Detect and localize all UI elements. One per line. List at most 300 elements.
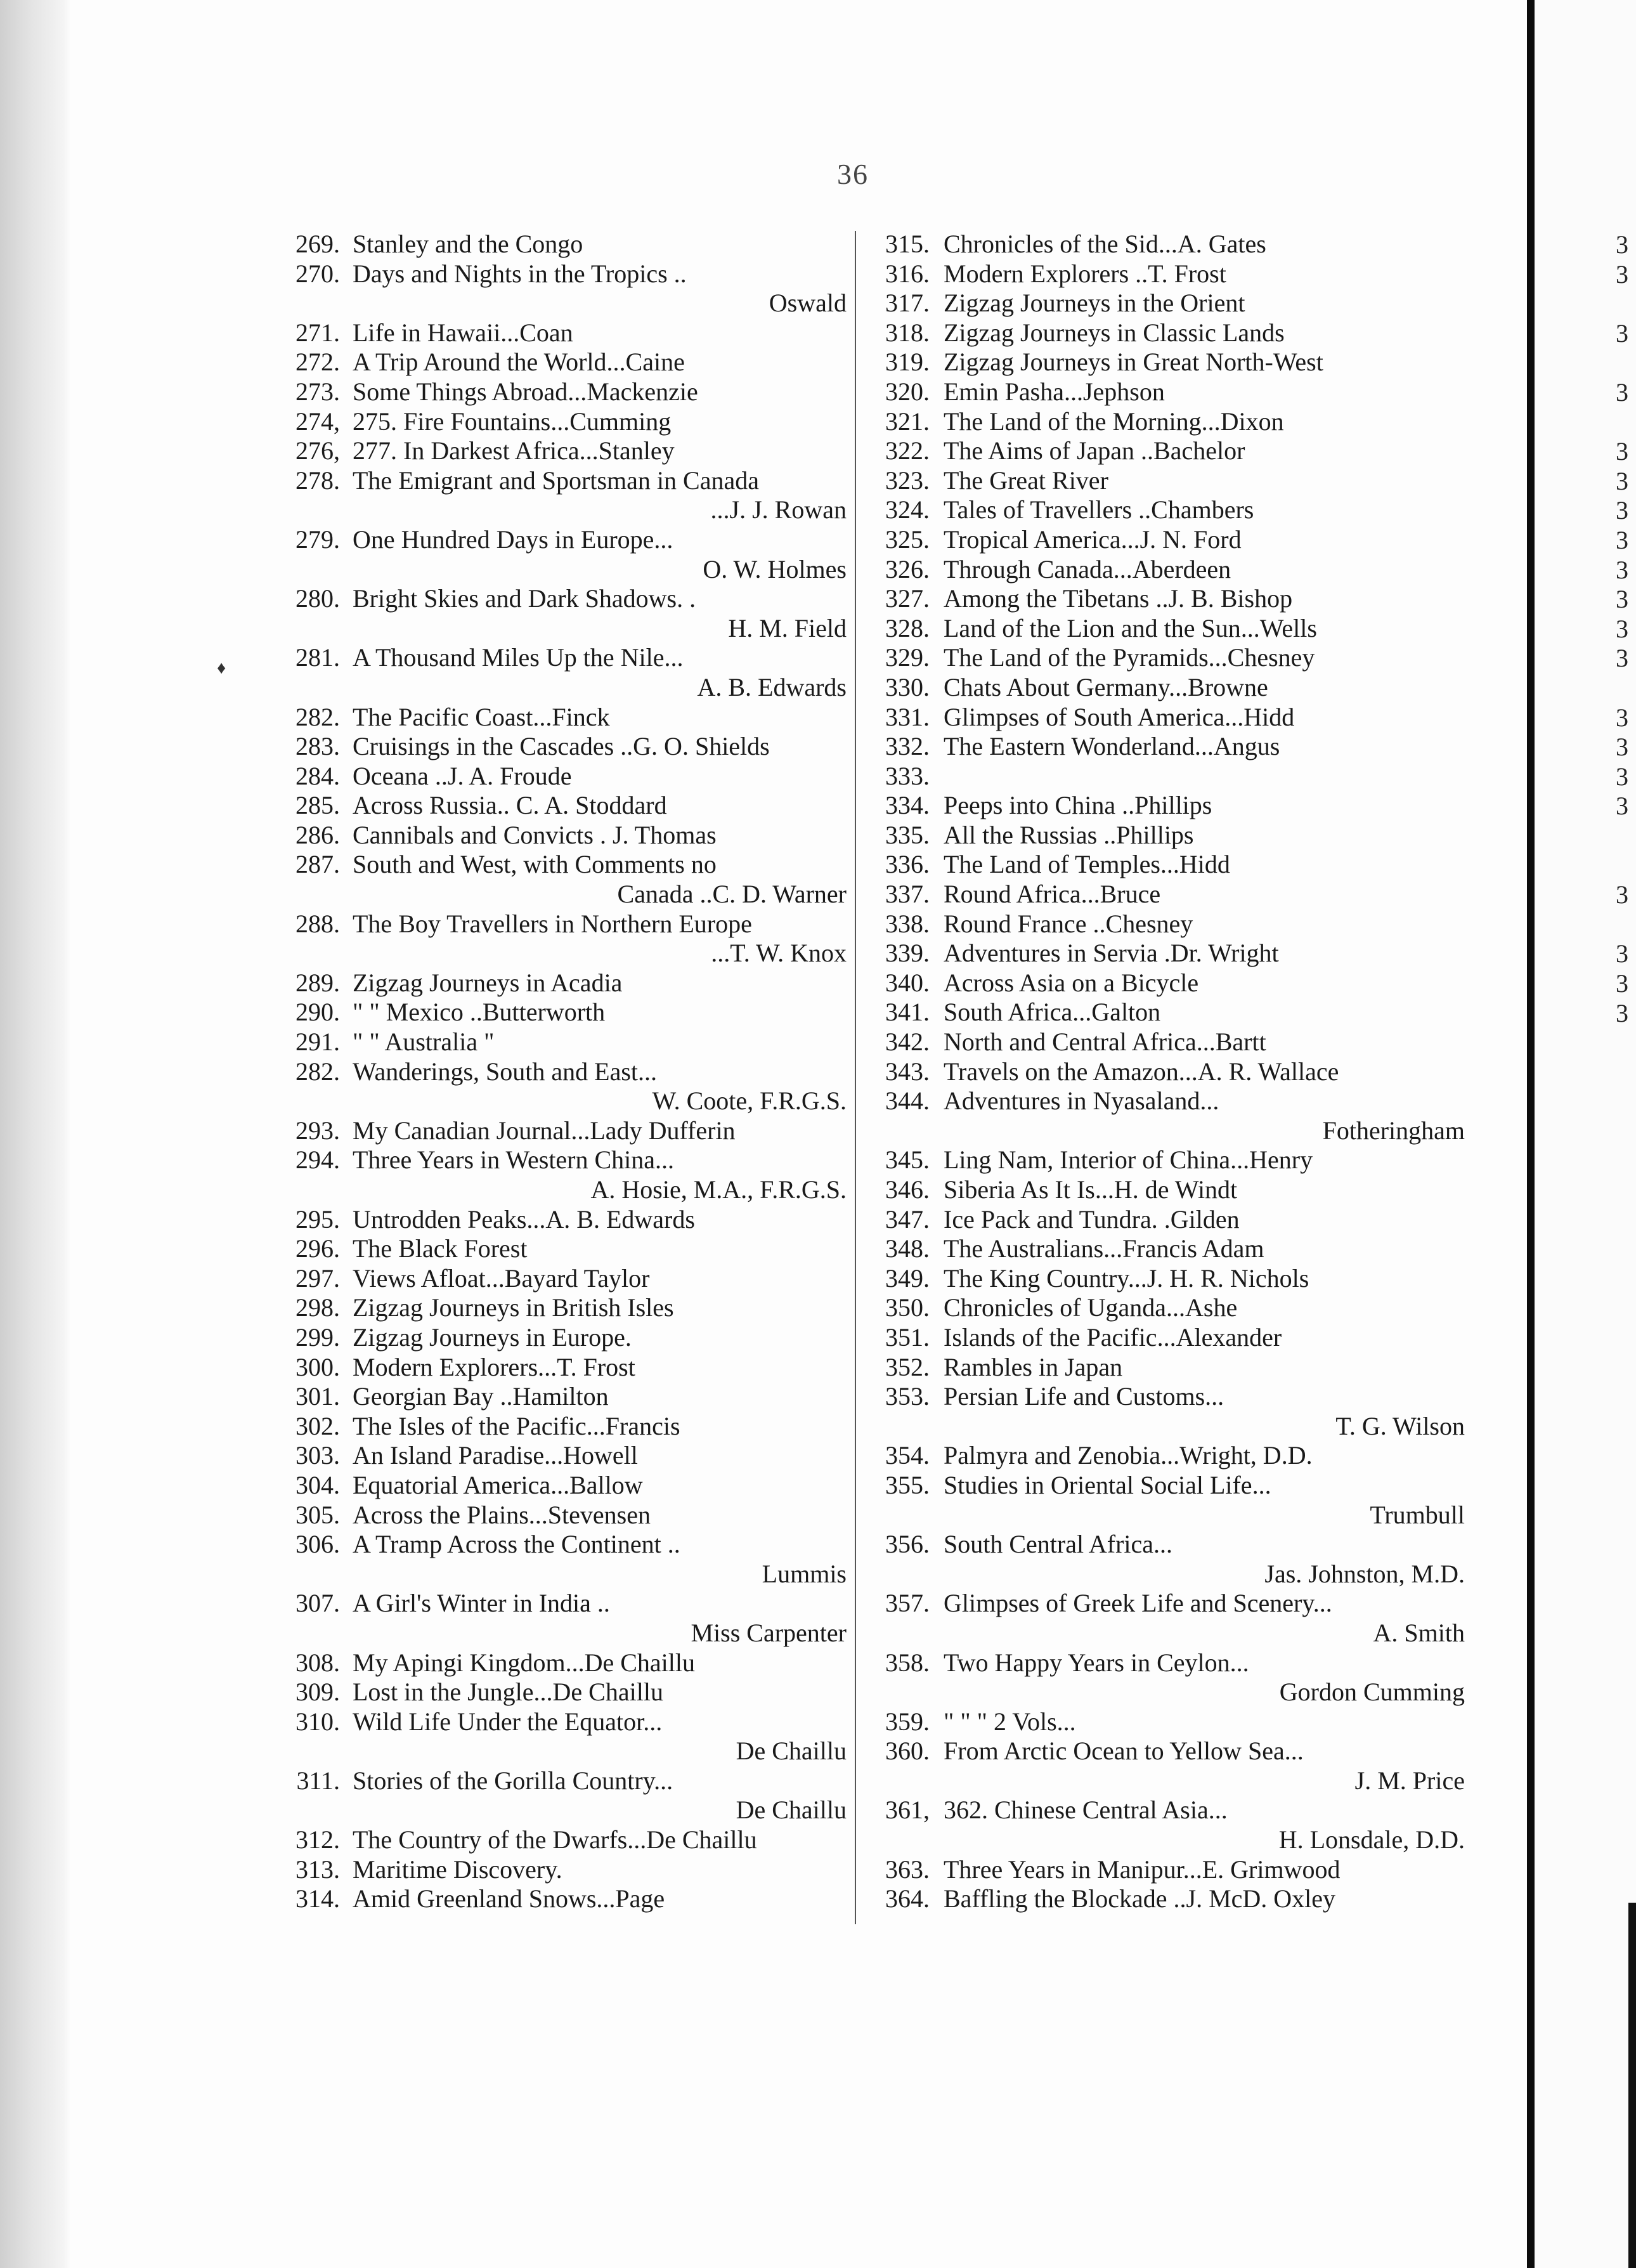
- entry-title: Maritime Discovery.: [353, 1854, 562, 1884]
- entry-author-line: De Chaillu: [736, 1737, 847, 1766]
- adjacent-page-digit: 3: [1616, 969, 1628, 998]
- entry-author-line: W. Coote, F.R.G.S.: [652, 1086, 847, 1116]
- entry-title: Travels on the Amazon...A. R. Wallace: [944, 1057, 1339, 1086]
- catalog-entry: [273, 1412, 853, 1442]
- catalog-entry: [273, 407, 853, 437]
- entry-title: Life in Hawaii...Coan: [353, 318, 573, 347]
- next-page-edge: [1628, 1903, 1636, 2268]
- catalog-entry: [273, 348, 853, 377]
- entry-number: 352.: [885, 1352, 930, 1381]
- entry-title: One Hundred Days in Europe...: [353, 525, 673, 554]
- entry-title: From Arctic Ocean to Yellow Sea...: [944, 1737, 1304, 1766]
- catalog-entry: [861, 1382, 1495, 1412]
- entry-number: 332.: [885, 732, 930, 761]
- entry-number: 326.: [885, 554, 930, 583]
- entry-title: 362. Chinese Central Asia...: [944, 1796, 1228, 1825]
- entry-number: 341.: [885, 998, 930, 1027]
- entry-title: The Boy Travellers in Northern Europe: [353, 909, 752, 938]
- entry-author-line: Jas. Johnston, M.D.: [1264, 1559, 1465, 1588]
- right-column-list: [861, 230, 1495, 1914]
- entry-title: Wanderings, South and East...: [353, 1057, 658, 1086]
- catalog-entry: [861, 1855, 1495, 1885]
- catalog-entry: [273, 850, 853, 880]
- entry-number: 329.: [885, 643, 930, 672]
- entry-title: Adventures in Nyasaland...: [944, 1086, 1219, 1116]
- catalog-entry: [273, 230, 853, 259]
- adjacent-page-digit: 3: [1616, 318, 1628, 348]
- entry-title: The Australians...Francis Adam: [944, 1234, 1264, 1263]
- entry-number: 358.: [885, 1648, 930, 1677]
- entry-number: 276,: [295, 436, 340, 466]
- catalog-entry: [861, 436, 1495, 466]
- adjacent-page-digit: 3: [1616, 762, 1628, 791]
- adjacent-page-digit: 3: [1616, 466, 1628, 495]
- entry-number: 322.: [885, 436, 930, 466]
- entry-number: 271.: [295, 318, 340, 347]
- entry-title: Glimpses of South America...Hidd: [944, 702, 1295, 731]
- entry-number: 310.: [295, 1707, 340, 1736]
- entry-title: Through Canada...Aberdeen: [944, 554, 1231, 583]
- catalog-entry: [861, 1027, 1495, 1057]
- entry-number: 364.: [885, 1884, 930, 1913]
- entry-number: 294.: [295, 1145, 340, 1175]
- entry-number: 357.: [885, 1589, 930, 1618]
- catalog-entry: [273, 909, 853, 939]
- entry-number: 300.: [295, 1352, 340, 1381]
- catalog-entry: [273, 259, 853, 289]
- catalog-entry: [861, 1530, 1495, 1560]
- catalog-entry: [861, 1353, 1495, 1383]
- catalog-entry: [273, 1027, 853, 1057]
- entry-number: 339.: [885, 939, 930, 968]
- entry-number: 331.: [885, 702, 930, 731]
- entry-title: Equatorial America...Ballow: [353, 1470, 643, 1499]
- catalog-entry: [273, 821, 853, 850]
- catalog-entry: [861, 1441, 1495, 1471]
- catalog-entry: [273, 1855, 853, 1885]
- entry-author-line: Canada ..C. D. Warner: [617, 880, 847, 909]
- entry-number: 297.: [295, 1263, 340, 1293]
- entry-title: My Apingi Kingdom...De Chaillu: [353, 1648, 695, 1677]
- entry-title: Stories of the Gorilla Country...: [353, 1766, 673, 1795]
- entry-number: 280.: [295, 584, 340, 613]
- entry-number: 363.: [885, 1854, 930, 1884]
- catalog-entry: [861, 348, 1495, 377]
- catalog-entry: [861, 1884, 1495, 1914]
- catalog-entry: [861, 1323, 1495, 1353]
- catalog-entry: [861, 850, 1495, 880]
- entry-number: 309.: [295, 1678, 340, 1707]
- catalog-entry: [861, 318, 1495, 348]
- catalog-entry: [861, 259, 1495, 289]
- entry-author-line: Trumbull: [1370, 1500, 1465, 1529]
- entry-number: 319.: [885, 348, 930, 377]
- entry-author-line: Fotheringham: [1322, 1116, 1465, 1145]
- entry-author-line: Miss Carpenter: [691, 1618, 847, 1647]
- entry-title: Stanley and the Congo: [353, 230, 583, 258]
- entry-number: 325.: [885, 525, 930, 554]
- catalog-entry: [861, 1648, 1495, 1678]
- entry-title: Across Asia on a Bicycle: [944, 968, 1199, 997]
- entry-title: Rambles in Japan: [944, 1352, 1123, 1381]
- entry-number: 287.: [295, 850, 340, 879]
- entry-number: 293.: [295, 1116, 340, 1145]
- catalog-entry: [861, 614, 1495, 644]
- entry-number: 315.: [885, 230, 930, 258]
- left-column-list: [273, 230, 853, 1914]
- entry-number: 283.: [295, 732, 340, 761]
- entry-title: Baffling the Blockade ..J. McD. Oxley: [944, 1884, 1336, 1913]
- adjacent-page-digit: 3: [1616, 733, 1628, 762]
- catalog-entry: [273, 1884, 853, 1914]
- entry-title: 277. In Darkest Africa...Stanley: [353, 436, 675, 466]
- entry-number: 301.: [295, 1382, 340, 1411]
- entry-number: 295.: [295, 1204, 340, 1234]
- entry-title: Zigzag Journeys in Classic Lands: [944, 318, 1285, 347]
- entry-title: Modern Explorers ..T. Frost: [944, 259, 1226, 288]
- catalog-entry: [273, 762, 853, 792]
- catalog-entry: [861, 703, 1495, 733]
- entry-title: Zigzag Journeys in Acadia: [353, 968, 623, 997]
- catalog-entry: [273, 732, 853, 762]
- entry-title: Bright Skies and Dark Shadows. .: [353, 584, 696, 613]
- catalog-entry: [861, 1264, 1495, 1294]
- entry-title: My Canadian Journal...Lady Dufferin: [353, 1116, 736, 1145]
- adjacent-page-digit: 3: [1616, 614, 1628, 643]
- entry-title: Round France ..Chesney: [944, 909, 1193, 938]
- entry-number: 324.: [885, 495, 930, 525]
- catalog-entry: [861, 821, 1495, 850]
- entry-number: 307.: [295, 1589, 340, 1618]
- catalog-entry: [861, 732, 1495, 762]
- entry-number: 269.: [295, 230, 340, 258]
- entry-author-line: ...J. J. Rowan: [710, 495, 847, 525]
- entry-number: 290.: [295, 998, 340, 1027]
- entry-number: 308.: [295, 1648, 340, 1677]
- entry-number: 321.: [885, 407, 930, 436]
- entry-title: Three Years in Manipur...E. Grimwood: [944, 1854, 1341, 1884]
- entry-title: Some Things Abroad...Mackenzie: [353, 377, 698, 406]
- entry-title: Amid Greenland Snows...Page: [353, 1884, 665, 1913]
- catalog-entry: [861, 1145, 1495, 1175]
- catalog-entry: [861, 525, 1495, 555]
- catalog-entry: [273, 703, 853, 733]
- entry-number: 302.: [295, 1411, 340, 1440]
- entry-number: 337.: [885, 880, 930, 909]
- entry-number: 350.: [885, 1293, 930, 1322]
- entry-number: 328.: [885, 613, 930, 642]
- catalog-entry: [273, 1766, 853, 1796]
- adjacent-page-digit: 3: [1616, 555, 1628, 584]
- entry-title: The Isles of the Pacific...Francis: [353, 1411, 680, 1440]
- entry-title: Zigzag Journeys in Great North-West: [944, 348, 1323, 377]
- entry-number: 314.: [295, 1884, 340, 1913]
- entry-title: A Trip Around the World...Caine: [353, 348, 685, 377]
- entry-title: 275. Fire Fountains...Cumming: [353, 407, 672, 436]
- adjacent-page-digit: 3: [1616, 378, 1628, 407]
- entry-author-line: H. Lonsdale, D.D.: [1278, 1825, 1465, 1854]
- entry-author-line: ...T. W. Knox: [711, 939, 847, 968]
- catalog-entry: [861, 998, 1495, 1027]
- entry-number: 354.: [885, 1441, 930, 1470]
- margin-mark: ♦: [217, 658, 226, 678]
- entry-number: 311.: [296, 1766, 340, 1795]
- entry-title: The Land of the Pyramids...Chesney: [944, 643, 1315, 672]
- entry-number: 273.: [295, 377, 340, 406]
- entry-number: 313.: [295, 1854, 340, 1884]
- catalog-entry: [273, 1264, 853, 1294]
- catalog-entry: [273, 525, 853, 555]
- entry-title: Chats About Germany...Browne: [944, 672, 1268, 701]
- entry-number: 333.: [885, 761, 930, 790]
- entry-number: 320.: [885, 377, 930, 406]
- entry-number: 303.: [295, 1441, 340, 1470]
- entry-number: 282.: [295, 702, 340, 731]
- left-margin-shadow: [0, 0, 71, 2268]
- adjacent-page-digit: 3: [1616, 526, 1628, 554]
- catalog-entry: [273, 1707, 853, 1737]
- entry-number: 356.: [885, 1530, 930, 1559]
- entry-title: The Great River: [944, 466, 1108, 495]
- adjacent-page-digit: 3: [1616, 230, 1628, 259]
- entry-title: North and Central Africa...Bartt: [944, 1027, 1266, 1057]
- entry-number: 359.: [885, 1707, 930, 1736]
- entry-title: South Africa...Galton: [944, 998, 1161, 1027]
- catalog-entry: [861, 584, 1495, 614]
- entry-author-line: Oswald: [769, 289, 847, 318]
- catalog-entry: [273, 1589, 853, 1619]
- entry-number: 335.: [885, 820, 930, 849]
- catalog-entry: [861, 289, 1495, 318]
- adjacent-page-digit: 3: [1616, 703, 1628, 732]
- entry-author-line: Gordon Cumming: [1279, 1678, 1465, 1707]
- entry-number: 278.: [295, 466, 340, 495]
- entry-number: 336.: [885, 850, 930, 879]
- catalog-entry: [861, 880, 1495, 909]
- catalog-entry: [861, 1175, 1495, 1205]
- entry-number: 343.: [885, 1057, 930, 1086]
- entry-title: Two Happy Years in Ceylon...: [944, 1648, 1249, 1677]
- entry-number: 291.: [295, 1027, 340, 1057]
- catalog-entry: [273, 998, 853, 1027]
- entry-number: 344.: [885, 1086, 930, 1116]
- catalog-entry: [861, 1737, 1495, 1766]
- entry-title: South Central Africa...: [944, 1530, 1173, 1559]
- entry-number: 360.: [885, 1737, 930, 1766]
- entry-title: Across Russia.. C. A. Stoddard: [353, 791, 667, 820]
- entry-number: 353.: [885, 1382, 930, 1411]
- entry-title: " " " 2 Vols...: [944, 1707, 1076, 1736]
- entry-number: 299.: [295, 1322, 340, 1352]
- entry-title: The Pacific Coast...Finck: [353, 702, 610, 731]
- adjacent-page-digit: 3: [1616, 585, 1628, 614]
- entry-number: 296.: [295, 1234, 340, 1263]
- catalog-entry: [861, 643, 1495, 673]
- catalog-entry: [861, 1234, 1495, 1264]
- entry-title: South and West, with Comments no: [353, 850, 717, 879]
- entry-title: Views Afloat...Bayard Taylor: [353, 1263, 650, 1293]
- catalog-entry: [861, 407, 1495, 437]
- entry-title: Islands of the Pacific...Alexander: [944, 1322, 1282, 1352]
- catalog-entry: [861, 495, 1495, 525]
- catalog-entry: [861, 230, 1495, 259]
- adjacent-page-digit: 3: [1616, 437, 1628, 466]
- entry-title: Among the Tibetans ..J. B. Bishop: [944, 584, 1293, 613]
- entry-number: 304.: [295, 1470, 340, 1499]
- entry-title: Round Africa...Bruce: [944, 880, 1161, 909]
- catalog-entry: [273, 318, 853, 348]
- catalog-entry: [273, 791, 853, 821]
- entry-number: 316.: [885, 259, 930, 288]
- catalog-entry: [861, 791, 1495, 821]
- catalog-entry: [861, 1589, 1495, 1619]
- entry-number: 270.: [295, 259, 340, 288]
- entry-number: 306.: [295, 1530, 340, 1559]
- entry-number: 342.: [885, 1027, 930, 1057]
- entry-title: Three Years in Western China...: [353, 1145, 675, 1175]
- entry-number: 272.: [295, 348, 340, 377]
- entry-number: 338.: [885, 909, 930, 938]
- entry-number: 346.: [885, 1175, 930, 1204]
- entry-author-line: A. Smith: [1373, 1618, 1465, 1647]
- entry-number: 323.: [885, 466, 930, 495]
- adjacent-page-digit: 3: [1616, 998, 1628, 1027]
- catalog-entry: [861, 555, 1495, 585]
- entry-number: 274,: [295, 407, 340, 436]
- entry-number: 288.: [295, 909, 340, 938]
- entry-title: The Black Forest: [353, 1234, 528, 1263]
- entry-title: Siberia As It Is...H. de Windt: [944, 1175, 1238, 1204]
- entry-title: Zigzag Journeys in the Orient: [944, 289, 1245, 318]
- entry-title: Across the Plains...Stevensen: [353, 1500, 651, 1529]
- entry-title: Zigzag Journeys in Europe.: [353, 1322, 632, 1352]
- entry-title: The Land of Temples...Hidd: [944, 850, 1230, 879]
- entry-title: Modern Explorers...T. Frost: [353, 1352, 635, 1381]
- adjacent-page-digit: 3: [1616, 792, 1628, 821]
- entry-number: 279.: [295, 525, 340, 554]
- entry-number: 312.: [295, 1825, 340, 1854]
- entry-number: 305.: [295, 1500, 340, 1529]
- catalog-entry: [273, 377, 853, 407]
- entry-title: A Thousand Miles Up the Nile...: [353, 643, 684, 672]
- entry-title: Zigzag Journeys in British Isles: [353, 1293, 674, 1322]
- catalog-entry: [861, 939, 1495, 968]
- catalog-entry: [273, 968, 853, 998]
- catalog-entry: [861, 377, 1495, 407]
- catalog-entry: [273, 1678, 853, 1707]
- catalog-entry: [273, 1530, 853, 1560]
- entry-title: " " Mexico ..Butterworth: [353, 998, 606, 1027]
- entry-number: 317.: [885, 289, 930, 318]
- catalog-entry: [273, 1382, 853, 1412]
- entry-title: Land of the Lion and the Sun...Wells: [944, 613, 1317, 642]
- column-divider: [855, 231, 856, 1924]
- entry-number: 361,: [885, 1796, 930, 1825]
- catalog-entry: [273, 1323, 853, 1353]
- catalog-entry: [861, 1707, 1495, 1737]
- catalog-entry: [861, 1205, 1495, 1235]
- catalog-entry: [273, 1293, 853, 1323]
- entry-author-line: H. M. Field: [728, 613, 847, 642]
- entry-number: 286.: [295, 820, 340, 849]
- entry-title: " " Australia ": [353, 1027, 495, 1057]
- entry-number: 327.: [885, 584, 930, 613]
- entry-title: Cruisings in the Cascades ..G. O. Shields: [353, 732, 770, 761]
- entry-number: 348.: [885, 1234, 930, 1263]
- entry-number: 318.: [885, 318, 930, 347]
- entry-number: 289.: [295, 968, 340, 997]
- entry-title: Adventures in Servia .Dr. Wright: [944, 939, 1279, 968]
- catalog-entry: [273, 1353, 853, 1383]
- catalog-entry: [273, 1825, 853, 1855]
- catalog-entry: [861, 1471, 1495, 1501]
- catalog-entry: [861, 1086, 1495, 1116]
- entry-number: 347.: [885, 1204, 930, 1234]
- entry-title: All the Russias ..Phillips: [944, 820, 1194, 849]
- catalog-entry: [861, 1057, 1495, 1087]
- catalog-entry: [273, 1441, 853, 1471]
- entry-number: 284.: [295, 761, 340, 790]
- page-gutter-line: [1527, 0, 1535, 2268]
- catalog-entry: [861, 673, 1495, 703]
- catalog-entry: [861, 968, 1495, 998]
- entry-title: An Island Paradise...Howell: [353, 1441, 638, 1470]
- page-number: 36: [837, 158, 869, 190]
- entry-title: The Emigrant and Sportsman in Canada: [353, 466, 759, 495]
- catalog-entry: [273, 466, 853, 496]
- entry-title: Wild Life Under the Equator...: [353, 1707, 663, 1736]
- entry-title: Ling Nam, Interior of China...Henry: [944, 1145, 1313, 1175]
- adjacent-page-digit: 3: [1616, 259, 1628, 289]
- entry-title: The Aims of Japan ..Bachelor: [944, 436, 1245, 466]
- entry-title: The Land of the Morning...Dixon: [944, 407, 1284, 436]
- entry-author-line: De Chaillu: [736, 1796, 847, 1825]
- entry-number: 330.: [885, 672, 930, 701]
- entry-title: Georgian Bay ..Hamilton: [353, 1382, 609, 1411]
- entry-number: 298.: [295, 1293, 340, 1322]
- entry-number: 340.: [885, 968, 930, 997]
- entry-number: 281.: [295, 643, 340, 672]
- catalog-entry: [273, 584, 853, 614]
- entry-title: Lost in the Jungle...De Chaillu: [353, 1678, 663, 1707]
- catalog-entry: [273, 1057, 853, 1087]
- entry-author-line: O. W. Holmes: [703, 554, 847, 583]
- catalog-entry: [273, 1116, 853, 1146]
- catalog-entry: [861, 909, 1495, 939]
- entry-number: 351.: [885, 1322, 930, 1352]
- catalog-entry: [273, 1501, 853, 1530]
- entry-title: Emin Pasha...Jephson: [944, 377, 1165, 406]
- entry-title: Chronicles of Uganda...Ashe: [944, 1293, 1238, 1322]
- entry-title: Ice Pack and Tundra. .Gilden: [944, 1204, 1240, 1234]
- entry-title: Peeps into China ..Phillips: [944, 791, 1212, 820]
- entry-title: Untrodden Peaks...A. B. Edwards: [353, 1204, 695, 1234]
- entry-author-line: T. G. Wilson: [1335, 1411, 1465, 1440]
- catalog-entry: [273, 1471, 853, 1501]
- entry-title: The Eastern Wonderland...Angus: [944, 732, 1280, 761]
- entry-title: Oceana ..J. A. Froude: [353, 761, 572, 790]
- entry-title: The King Country...J. H. R. Nichols: [944, 1263, 1309, 1293]
- entry-title: A Girl's Winter in India ..: [353, 1589, 610, 1618]
- entry-number: 345.: [885, 1145, 930, 1175]
- entry-title: Chronicles of the Sid...A. Gates: [944, 230, 1266, 258]
- adjacent-page-digit: 3: [1616, 939, 1628, 968]
- catalog-entry: [861, 1796, 1495, 1825]
- entry-number: 334.: [885, 791, 930, 820]
- catalog-entry: [273, 643, 853, 673]
- catalog-entry: [861, 1293, 1495, 1323]
- catalog-entry: [273, 1234, 853, 1264]
